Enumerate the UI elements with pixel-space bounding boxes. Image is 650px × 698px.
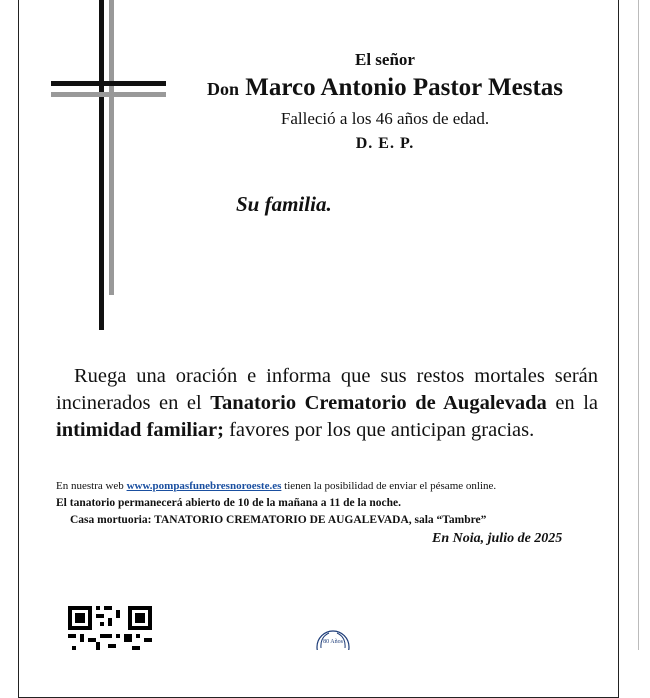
cross-horizontal-black [51, 81, 166, 86]
web-suffix: tienen la posibilidad de enviar el pésame online. [281, 480, 497, 492]
family-signature: Su familia. [236, 192, 332, 216]
name-text: Marco Antonio Pastor Mestas [245, 74, 564, 101]
page-edge [638, 0, 639, 650]
cross-horizontal-gray [51, 92, 166, 97]
paragraph-part: en la [546, 392, 598, 414]
paragraph-bold-venue: Tanatorio Crematorio de Augalevada [210, 392, 547, 414]
age-line: Falleció a los 46 años de edad. [280, 109, 490, 128]
cross-vertical-black [99, 0, 104, 330]
cross-vertical-gray [109, 0, 114, 295]
name-prefix: Don [206, 79, 239, 99]
casa-label: Casa mortuoria: [70, 514, 155, 526]
paragraph-part: favores por los que anticipan gracias. [223, 419, 535, 441]
casa-value: TANATORIO CREMATORIO DE AUGALEVADA, sala “Tambre” [154, 514, 487, 526]
opening-hours: El tanatorio permanecerá abierto de 10 de la mañana a 11 de la noche. [56, 497, 401, 509]
dep-text: D. E. P. [355, 135, 415, 152]
qr-code-icon[interactable] [66, 604, 154, 650]
place-date: En Noia, julio de 2025 [432, 531, 563, 546]
anniversary-seal-icon [314, 628, 352, 650]
website-link[interactable]: www.pompasfunebresnoroeste.es [126, 480, 282, 492]
web-line [56, 480, 496, 492]
seal-text: 80 Años [323, 639, 343, 645]
paragraph-part: Ruega una oración e informa que sus restos mortales serán incinerados en el [56, 365, 598, 414]
casa-mortuoria [70, 514, 486, 526]
web-prefix: En nuestra web [56, 480, 127, 492]
deceased-name [160, 74, 610, 102]
paragraph-bold-private: intimidad familiar; [56, 419, 224, 441]
announcement-paragraph [56, 363, 598, 444]
salutation: El señor [355, 50, 415, 69]
